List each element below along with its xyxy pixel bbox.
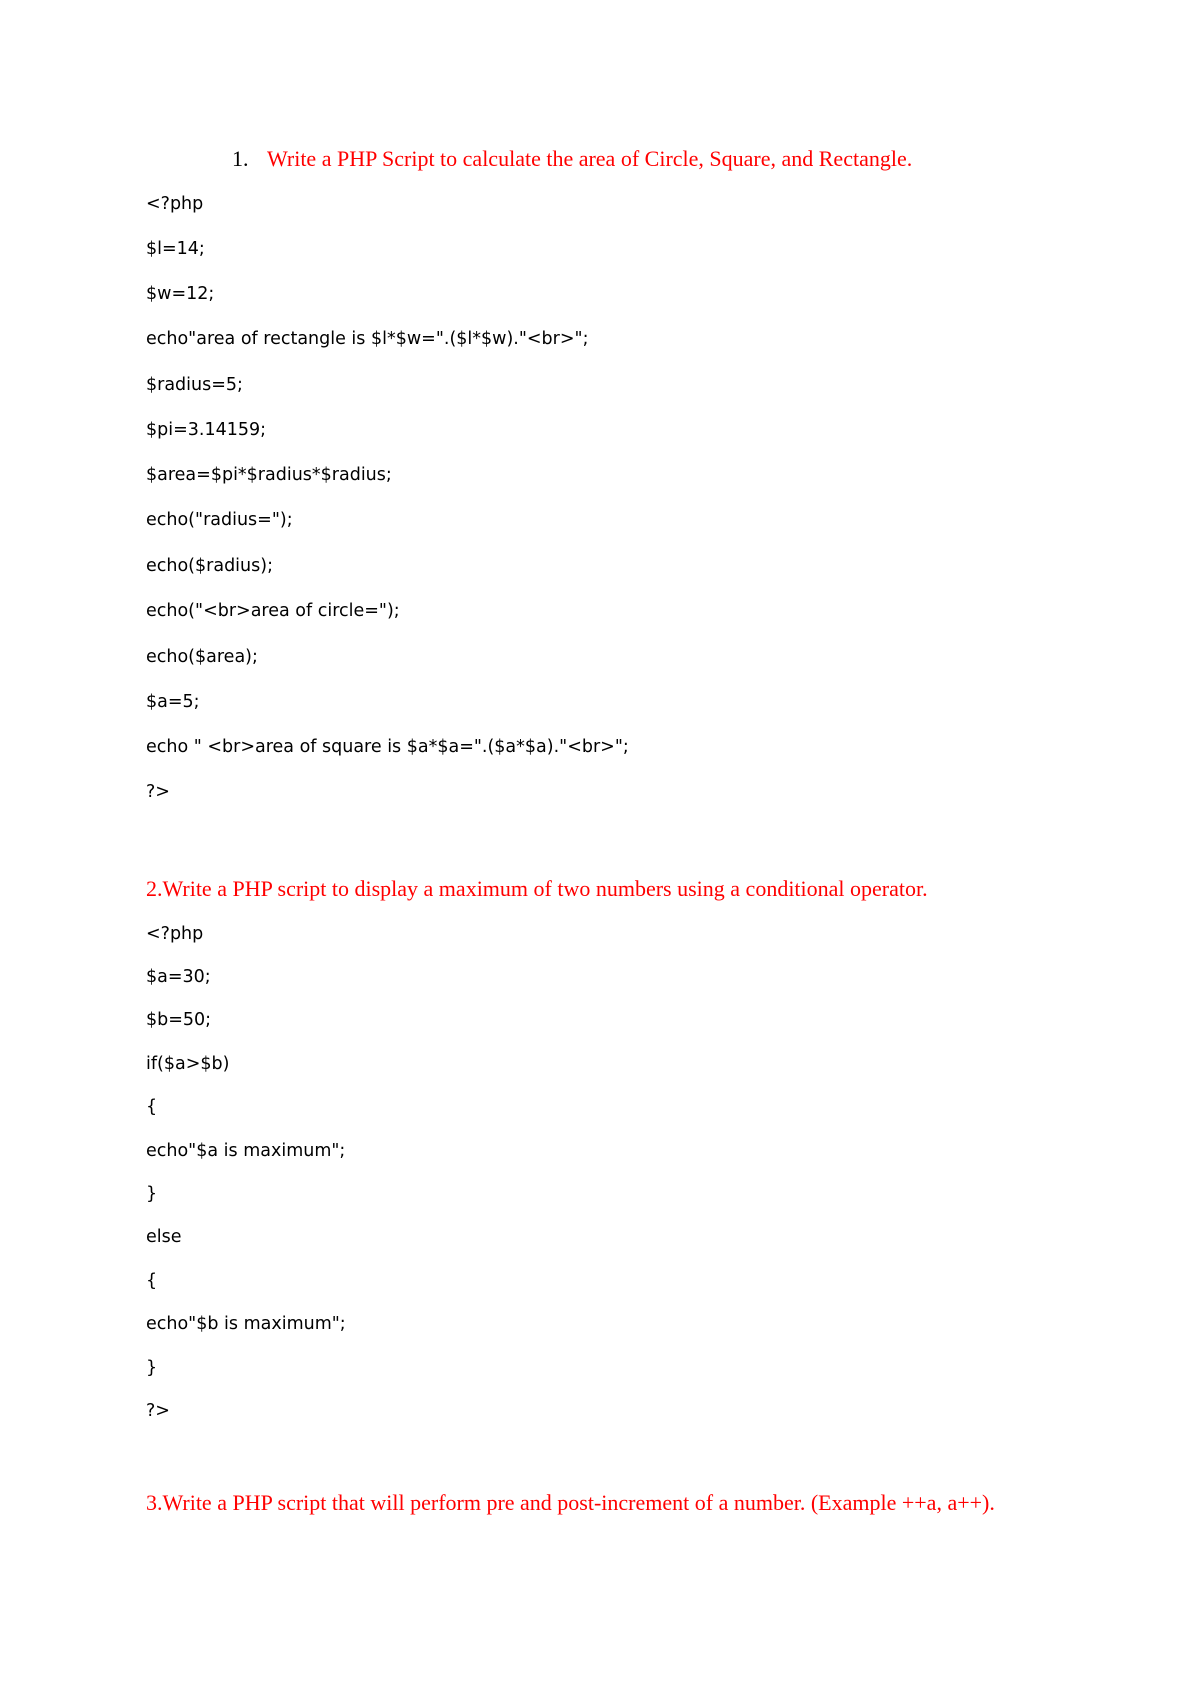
q1-code-line: ?> [146, 782, 170, 802]
q1-code-line: $w=12; [146, 284, 215, 304]
q1-code-line: $area=$pi*$radius*$radius; [146, 465, 392, 485]
q2-code-line: $b=50; [146, 1010, 212, 1030]
q2-code-line: { [146, 1097, 158, 1117]
q2-code-line: } [146, 1358, 158, 1378]
q1-number: 1. [232, 146, 249, 171]
q1-code-line: echo " <br>area of square is $a*$a=".($a*$a)."<br>"; [146, 737, 629, 757]
q1-code-line: $a=5; [146, 692, 200, 712]
q2-code-line: if($a>$b) [146, 1054, 230, 1074]
q2-code-line: else [146, 1227, 182, 1247]
q2-code-line: echo"$a is maximum"; [146, 1141, 346, 1161]
q2-code-line: ?> [146, 1401, 170, 1421]
q1-code-line: echo"area of rectangle is $l*$w=".($l*$w)."<br>"; [146, 329, 589, 349]
q1-code-line: echo("<br>area of circle="); [146, 601, 400, 621]
q2-code-line: } [146, 1184, 158, 1204]
q2-heading: 2.Write a PHP script to display a maximum of two numbers using a conditional operator. [146, 876, 928, 901]
q1-code-line: <?php [146, 194, 204, 214]
q1-heading: Write a PHP Script to calculate the area of Circle, Square, and Rectangle. [267, 146, 913, 171]
q1-code-line: echo("radius="); [146, 510, 293, 530]
q2-code-line: <?php [146, 924, 204, 944]
q2-code-line: echo"$b is maximum"; [146, 1314, 346, 1334]
q1-code-line: $pi=3.14159; [146, 420, 267, 440]
q3-heading: 3.Write a PHP script that will perform pre and post-increment of a number. (Example ++a, a++). [146, 1490, 995, 1515]
q2-code-line: { [146, 1271, 158, 1291]
q1-code-line: echo($radius); [146, 556, 273, 576]
q1-code-line: $l=14; [146, 239, 205, 259]
q1-code-line: $radius=5; [146, 375, 243, 395]
q2-code-line: $a=30; [146, 967, 211, 987]
q1-code-line: echo($area); [146, 647, 258, 667]
